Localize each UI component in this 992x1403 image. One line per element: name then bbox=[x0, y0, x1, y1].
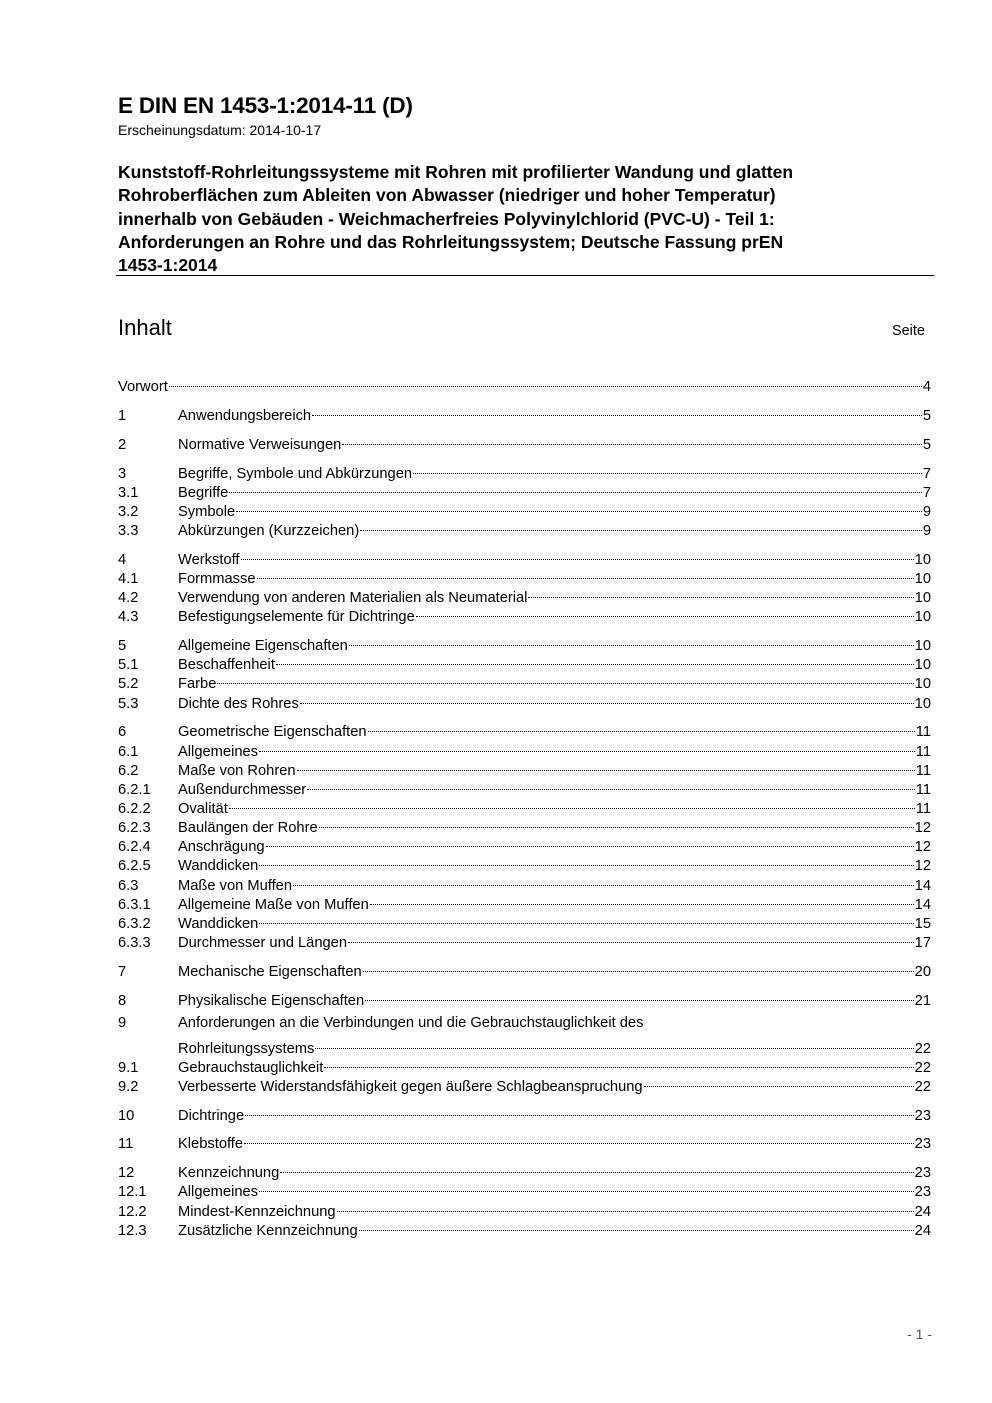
toc-dot-leader bbox=[229, 794, 915, 813]
toc-entry-title: Werkstoff bbox=[178, 551, 240, 568]
toc-entry-number: 3.2 bbox=[118, 503, 139, 520]
toc-entry[interactable] bbox=[118, 756, 931, 779]
toc-entry-title: Anschrägung bbox=[178, 839, 265, 856]
publication-date: Erscheinungsdatum: 2014-10-17 bbox=[118, 122, 322, 138]
toc-entry-title: Anforderungen an die Verbindungen und die Gebrauchstauglichkeit des bbox=[178, 1015, 644, 1032]
toc-entry-title: Mindest-Kennzeichnung bbox=[178, 1203, 336, 1220]
toc-entry-title: Außendurchmesser bbox=[178, 781, 307, 798]
toc-entry-page: 10 bbox=[914, 609, 931, 626]
toc-entry[interactable] bbox=[118, 851, 931, 875]
toc-entry[interactable] bbox=[118, 928, 931, 951]
toc-entry-title: Kennzeichnung bbox=[178, 1165, 280, 1182]
toc-dot-leader bbox=[259, 909, 913, 928]
toc-entry-number: 6.1 bbox=[118, 743, 139, 760]
title-line: 1453-1:2014 bbox=[118, 255, 218, 276]
toc-entry-number: 4 bbox=[118, 551, 127, 568]
toc-dot-leader bbox=[217, 669, 913, 688]
toc-entry-page: 23 bbox=[914, 1184, 931, 1201]
toc-entry-title: Verwendung von anderen Materialien als Neumaterial bbox=[178, 590, 528, 607]
toc-dot-leader bbox=[319, 813, 914, 832]
toc-entry-title: Verbesserte Widerstandsfähigkeit gegen äußere Schlagbeanspruchung bbox=[178, 1078, 643, 1095]
toc-dot-leader bbox=[359, 1216, 914, 1235]
toc-dot-leader bbox=[297, 756, 915, 775]
toc-entry[interactable] bbox=[118, 497, 931, 520]
toc-entry[interactable] bbox=[118, 813, 931, 837]
toc-entry-number: 4.1 bbox=[118, 571, 139, 588]
toc-dot-leader bbox=[307, 775, 915, 794]
toc-entry-number: 3 bbox=[118, 465, 127, 482]
toc-dot-leader bbox=[413, 458, 922, 477]
toc-entry-title: Wanddicken bbox=[178, 915, 259, 932]
toc-entry-page: 10 bbox=[914, 657, 931, 674]
title-line: innerhalb von Gebäuden - Weichmacherfreies Polyvinylchlorid (PVC-U) - Teil 1: bbox=[118, 208, 775, 229]
toc-entry-title: Allgemeines bbox=[178, 743, 259, 760]
toc-entry-page: 21 bbox=[914, 992, 931, 1009]
toc-entry-number: 6.3.1 bbox=[118, 896, 151, 913]
toc-entry-page: 7 bbox=[922, 465, 931, 482]
toc-entry-title: Formmasse bbox=[178, 571, 256, 588]
toc-dot-leader bbox=[259, 1177, 914, 1196]
toc-entry[interactable] bbox=[118, 909, 931, 932]
toc-dot-leader bbox=[337, 1196, 914, 1215]
toc-entry-page: 23 bbox=[914, 1136, 931, 1153]
toc-entry[interactable] bbox=[118, 669, 931, 693]
toc-entry-title: Physikalische Eigenschaften bbox=[178, 992, 365, 1009]
toc-entry-continuation[interactable] bbox=[118, 1033, 931, 1057]
toc-dot-leader bbox=[266, 832, 914, 851]
toc-entry-number: 6.2.3 bbox=[118, 820, 151, 837]
toc-entry-title: Geometrische Eigenschaften bbox=[178, 724, 367, 741]
toc-heading: Inhalt bbox=[118, 315, 172, 340]
toc-entry-title: Allgemeine Maße von Muffen bbox=[178, 896, 369, 913]
toc-entry[interactable] bbox=[118, 1129, 931, 1153]
toc-dot-leader bbox=[342, 430, 922, 449]
toc-dot-leader bbox=[644, 1072, 914, 1091]
toc-dot-leader bbox=[245, 1101, 914, 1120]
toc-entry-number: 6.3.3 bbox=[118, 934, 151, 951]
toc-entry-number: 7 bbox=[118, 963, 127, 980]
toc-entry-title: Maße von Muffen bbox=[178, 877, 293, 894]
toc-entry-title: Normative Verweisungen bbox=[178, 436, 342, 453]
toc-entry-page: 23 bbox=[914, 1165, 931, 1182]
toc-entry-page: 11 bbox=[915, 743, 931, 760]
toc-entry-page: 10 bbox=[914, 571, 931, 588]
toc-entry-number: 12.2 bbox=[118, 1203, 147, 1220]
toc-entry-number: 12 bbox=[118, 1165, 135, 1182]
toc-entry-title: Wanddicken bbox=[178, 858, 259, 875]
toc-entry-title: Begriffe, Symbole und Abkürzungen bbox=[178, 465, 413, 482]
toc-dot-leader bbox=[324, 1053, 913, 1072]
toc-dot-leader bbox=[528, 583, 913, 602]
toc-entry-title: Mechanische Eigenschaften bbox=[178, 963, 362, 980]
toc-dot-leader bbox=[416, 602, 914, 621]
toc-entry-number: 5.1 bbox=[118, 657, 139, 674]
toc-entry[interactable] bbox=[118, 1196, 931, 1220]
toc-entry[interactable] bbox=[118, 516, 931, 540]
toc-entry-page: 10 bbox=[914, 676, 931, 693]
toc-entry-title: Baulängen der Rohre bbox=[178, 820, 318, 837]
toc-entry-number: 10 bbox=[118, 1107, 135, 1124]
toc-entry[interactable] bbox=[118, 583, 931, 607]
toc-dot-leader bbox=[363, 957, 914, 976]
toc-entry-page: 11 bbox=[915, 724, 931, 741]
title-line: Rohroberflächen zum Ableiten von Abwasser (niedriger und hoher Temperatur) bbox=[118, 185, 776, 206]
toc-entry[interactable] bbox=[118, 401, 931, 424]
toc-entry-title-continuation: Rohrleitungssystems bbox=[178, 1040, 315, 1057]
toc-entry[interactable] bbox=[118, 372, 931, 396]
toc-dot-leader bbox=[259, 851, 913, 870]
toc-entry-title: Allgemeines bbox=[178, 1184, 259, 1201]
toc-entry-number: 3.1 bbox=[118, 484, 139, 501]
toc-entry-title: Dichtringe bbox=[178, 1107, 245, 1124]
table-of-contents bbox=[118, 372, 931, 1239]
toc-entry-number: 12.3 bbox=[118, 1222, 147, 1239]
toc-entry[interactable] bbox=[118, 1072, 931, 1095]
toc-entry-title: Begriffe bbox=[178, 484, 229, 501]
toc-entry-page: 20 bbox=[914, 963, 931, 980]
toc-entry-page: 15 bbox=[914, 915, 931, 932]
toc-entry[interactable] bbox=[118, 1216, 931, 1239]
toc-entry[interactable] bbox=[118, 458, 931, 482]
toc-entry-number: 6.2.4 bbox=[118, 839, 151, 856]
toc-entry-number: 2 bbox=[118, 436, 127, 453]
title-line: Kunststoff-Rohrleitungssysteme mit Rohren mit profilierter Wandung und glatten bbox=[118, 162, 794, 182]
toc-entry-page: 22 bbox=[914, 1059, 931, 1076]
toc-entry-title: Farbe bbox=[178, 676, 217, 693]
toc-entry-number: 4.3 bbox=[118, 609, 139, 626]
toc-entry-number: 6.3.2 bbox=[118, 915, 151, 932]
toc-entry-page: 22 bbox=[914, 1078, 931, 1095]
toc-dot-leader bbox=[169, 372, 922, 391]
toc-entry[interactable] bbox=[118, 545, 931, 568]
toc-entry-page: 17 bbox=[914, 934, 931, 951]
toc-entry-title: Dichte des Rohres bbox=[178, 695, 299, 712]
toc-entry-title: Zusätzliche Kennzeichnung bbox=[178, 1222, 358, 1239]
toc-entry-number: 1 bbox=[118, 407, 127, 424]
toc-entry-number: 4.2 bbox=[118, 590, 139, 607]
toc-dot-leader bbox=[368, 717, 915, 736]
toc-entry-title: Vorwort bbox=[118, 379, 168, 396]
toc-page-column-label: Seite bbox=[891, 323, 925, 339]
toc-entry[interactable] bbox=[118, 870, 931, 894]
toc-entry-title: Symbole bbox=[178, 503, 236, 520]
toc-entry[interactable] bbox=[118, 957, 931, 980]
toc-dot-leader bbox=[293, 870, 914, 889]
toc-entry-number: 9.2 bbox=[118, 1078, 139, 1095]
toc-dot-leader bbox=[236, 497, 922, 516]
toc-entry-page: 10 bbox=[914, 551, 931, 568]
toc-entry-number: 9 bbox=[118, 1015, 127, 1032]
toc-entry[interactable] bbox=[118, 430, 931, 453]
toc-entry[interactable] bbox=[118, 832, 931, 856]
toc-entry[interactable] bbox=[118, 775, 931, 798]
toc-entry-number: 6 bbox=[118, 724, 127, 741]
toc-dot-leader bbox=[312, 401, 922, 420]
toc-entry-title: Anwendungsbereich bbox=[178, 407, 312, 424]
toc-entry[interactable] bbox=[118, 1158, 931, 1182]
toc-dot-leader bbox=[276, 650, 914, 669]
toc-entry-page: 23 bbox=[914, 1107, 931, 1124]
toc-entry-number: 12.1 bbox=[118, 1184, 147, 1201]
title-line: Anforderungen an Rohre und das Rohrleitungssystem; Deutsche Fassung prEN bbox=[118, 231, 784, 252]
toc-entry-page: 14 bbox=[914, 877, 931, 894]
toc-entry[interactable] bbox=[118, 736, 931, 760]
toc-entry[interactable] bbox=[118, 717, 931, 741]
toc-entry[interactable] bbox=[118, 1014, 931, 1033]
toc-entry-page: 9 bbox=[922, 523, 931, 540]
toc-entry-page: 12 bbox=[914, 820, 931, 837]
toc-entry-number: 3.3 bbox=[118, 523, 139, 540]
toc-entry-number: 5.3 bbox=[118, 695, 139, 712]
toc-entry-page: 10 bbox=[914, 638, 931, 655]
toc-entry[interactable] bbox=[118, 650, 931, 674]
toc-entry-page: 24 bbox=[914, 1222, 931, 1239]
toc-dot-leader bbox=[370, 890, 914, 909]
toc-entry-number: 9.1 bbox=[118, 1059, 139, 1076]
toc-entry[interactable] bbox=[118, 890, 931, 913]
toc-dot-leader bbox=[244, 1129, 914, 1148]
toc-entry[interactable] bbox=[118, 602, 931, 626]
toc-entry-number: 6.2.2 bbox=[118, 800, 151, 817]
toc-entry-title: Gebrauchstauglichkeit bbox=[178, 1059, 324, 1076]
toc-entry-page: 11 bbox=[915, 800, 931, 817]
toc-entry-number: 11 bbox=[118, 1136, 134, 1153]
toc-entry-page: 22 bbox=[914, 1040, 931, 1057]
toc-dot-leader bbox=[365, 985, 914, 1004]
toc-dot-leader bbox=[280, 1158, 913, 1177]
toc-entry[interactable] bbox=[118, 564, 931, 588]
toc-entry-title: Maße von Rohren bbox=[178, 762, 296, 779]
toc-entry-title: Befestigungselemente für Dichtringe bbox=[178, 609, 415, 626]
document-id: E DIN EN 1453-1:2014-11 (D) bbox=[118, 93, 413, 118]
toc-entry-title: Beschaffenheit bbox=[178, 657, 275, 674]
toc-entry-page: 12 bbox=[914, 858, 931, 875]
toc-entry[interactable] bbox=[118, 688, 931, 712]
toc-entry-page: 5 bbox=[922, 407, 931, 424]
toc-entry-title: Klebstoffe bbox=[178, 1136, 244, 1153]
document-title bbox=[118, 161, 898, 277]
toc-entry-number: 8 bbox=[118, 992, 127, 1009]
toc-entry-page: 11 bbox=[915, 781, 931, 798]
toc-entry-title: Abkürzungen (Kurzzeichen) bbox=[178, 523, 360, 540]
toc-entry-page: 4 bbox=[922, 379, 931, 396]
toc-entry-page: 24 bbox=[914, 1203, 931, 1220]
toc-dot-leader bbox=[315, 1033, 913, 1052]
toc-entry-page: 10 bbox=[914, 590, 931, 607]
toc-entry-page: 11 bbox=[915, 762, 931, 779]
toc-dot-leader bbox=[349, 631, 914, 650]
toc-entry-title: Ovalität bbox=[178, 800, 228, 817]
toc-dot-leader bbox=[241, 545, 914, 564]
toc-entry[interactable] bbox=[118, 631, 931, 655]
toc-entry[interactable] bbox=[118, 1101, 931, 1124]
toc-dot-leader bbox=[348, 928, 914, 947]
toc-entry-number: 6.2 bbox=[118, 762, 139, 779]
toc-entry-number: 6.3 bbox=[118, 877, 139, 894]
toc-entry-number: 5 bbox=[118, 638, 127, 655]
toc-entry-number: 6.2.1 bbox=[118, 781, 151, 798]
page-number: - 1 - bbox=[907, 1326, 932, 1342]
toc-entry-page: 12 bbox=[914, 839, 931, 856]
toc-entry-page: 5 bbox=[922, 436, 931, 453]
toc-dot-leader bbox=[259, 736, 915, 755]
toc-dot-leader bbox=[229, 478, 921, 497]
title-divider bbox=[116, 275, 934, 276]
toc-entry-number: 5.2 bbox=[118, 676, 139, 693]
toc-entry[interactable] bbox=[118, 478, 931, 501]
toc-entry[interactable] bbox=[118, 1177, 931, 1201]
toc-entry-title: Allgemeine Eigenschaften bbox=[178, 638, 348, 655]
toc-entry[interactable] bbox=[118, 1053, 931, 1076]
toc-entry-number: 6.2.5 bbox=[118, 858, 151, 875]
toc-entry-page: 14 bbox=[914, 896, 931, 913]
toc-dot-leader bbox=[360, 516, 922, 535]
toc-entry-page: 10 bbox=[914, 695, 931, 712]
toc-entry-page: 9 bbox=[922, 503, 931, 520]
toc-entry[interactable] bbox=[118, 985, 931, 1009]
toc-entry[interactable] bbox=[118, 794, 931, 817]
toc-entry-title: Durchmesser und Längen bbox=[178, 934, 348, 951]
toc-dot-leader bbox=[300, 688, 914, 707]
toc-entry-page: 7 bbox=[922, 484, 931, 501]
toc-dot-leader bbox=[257, 564, 914, 583]
